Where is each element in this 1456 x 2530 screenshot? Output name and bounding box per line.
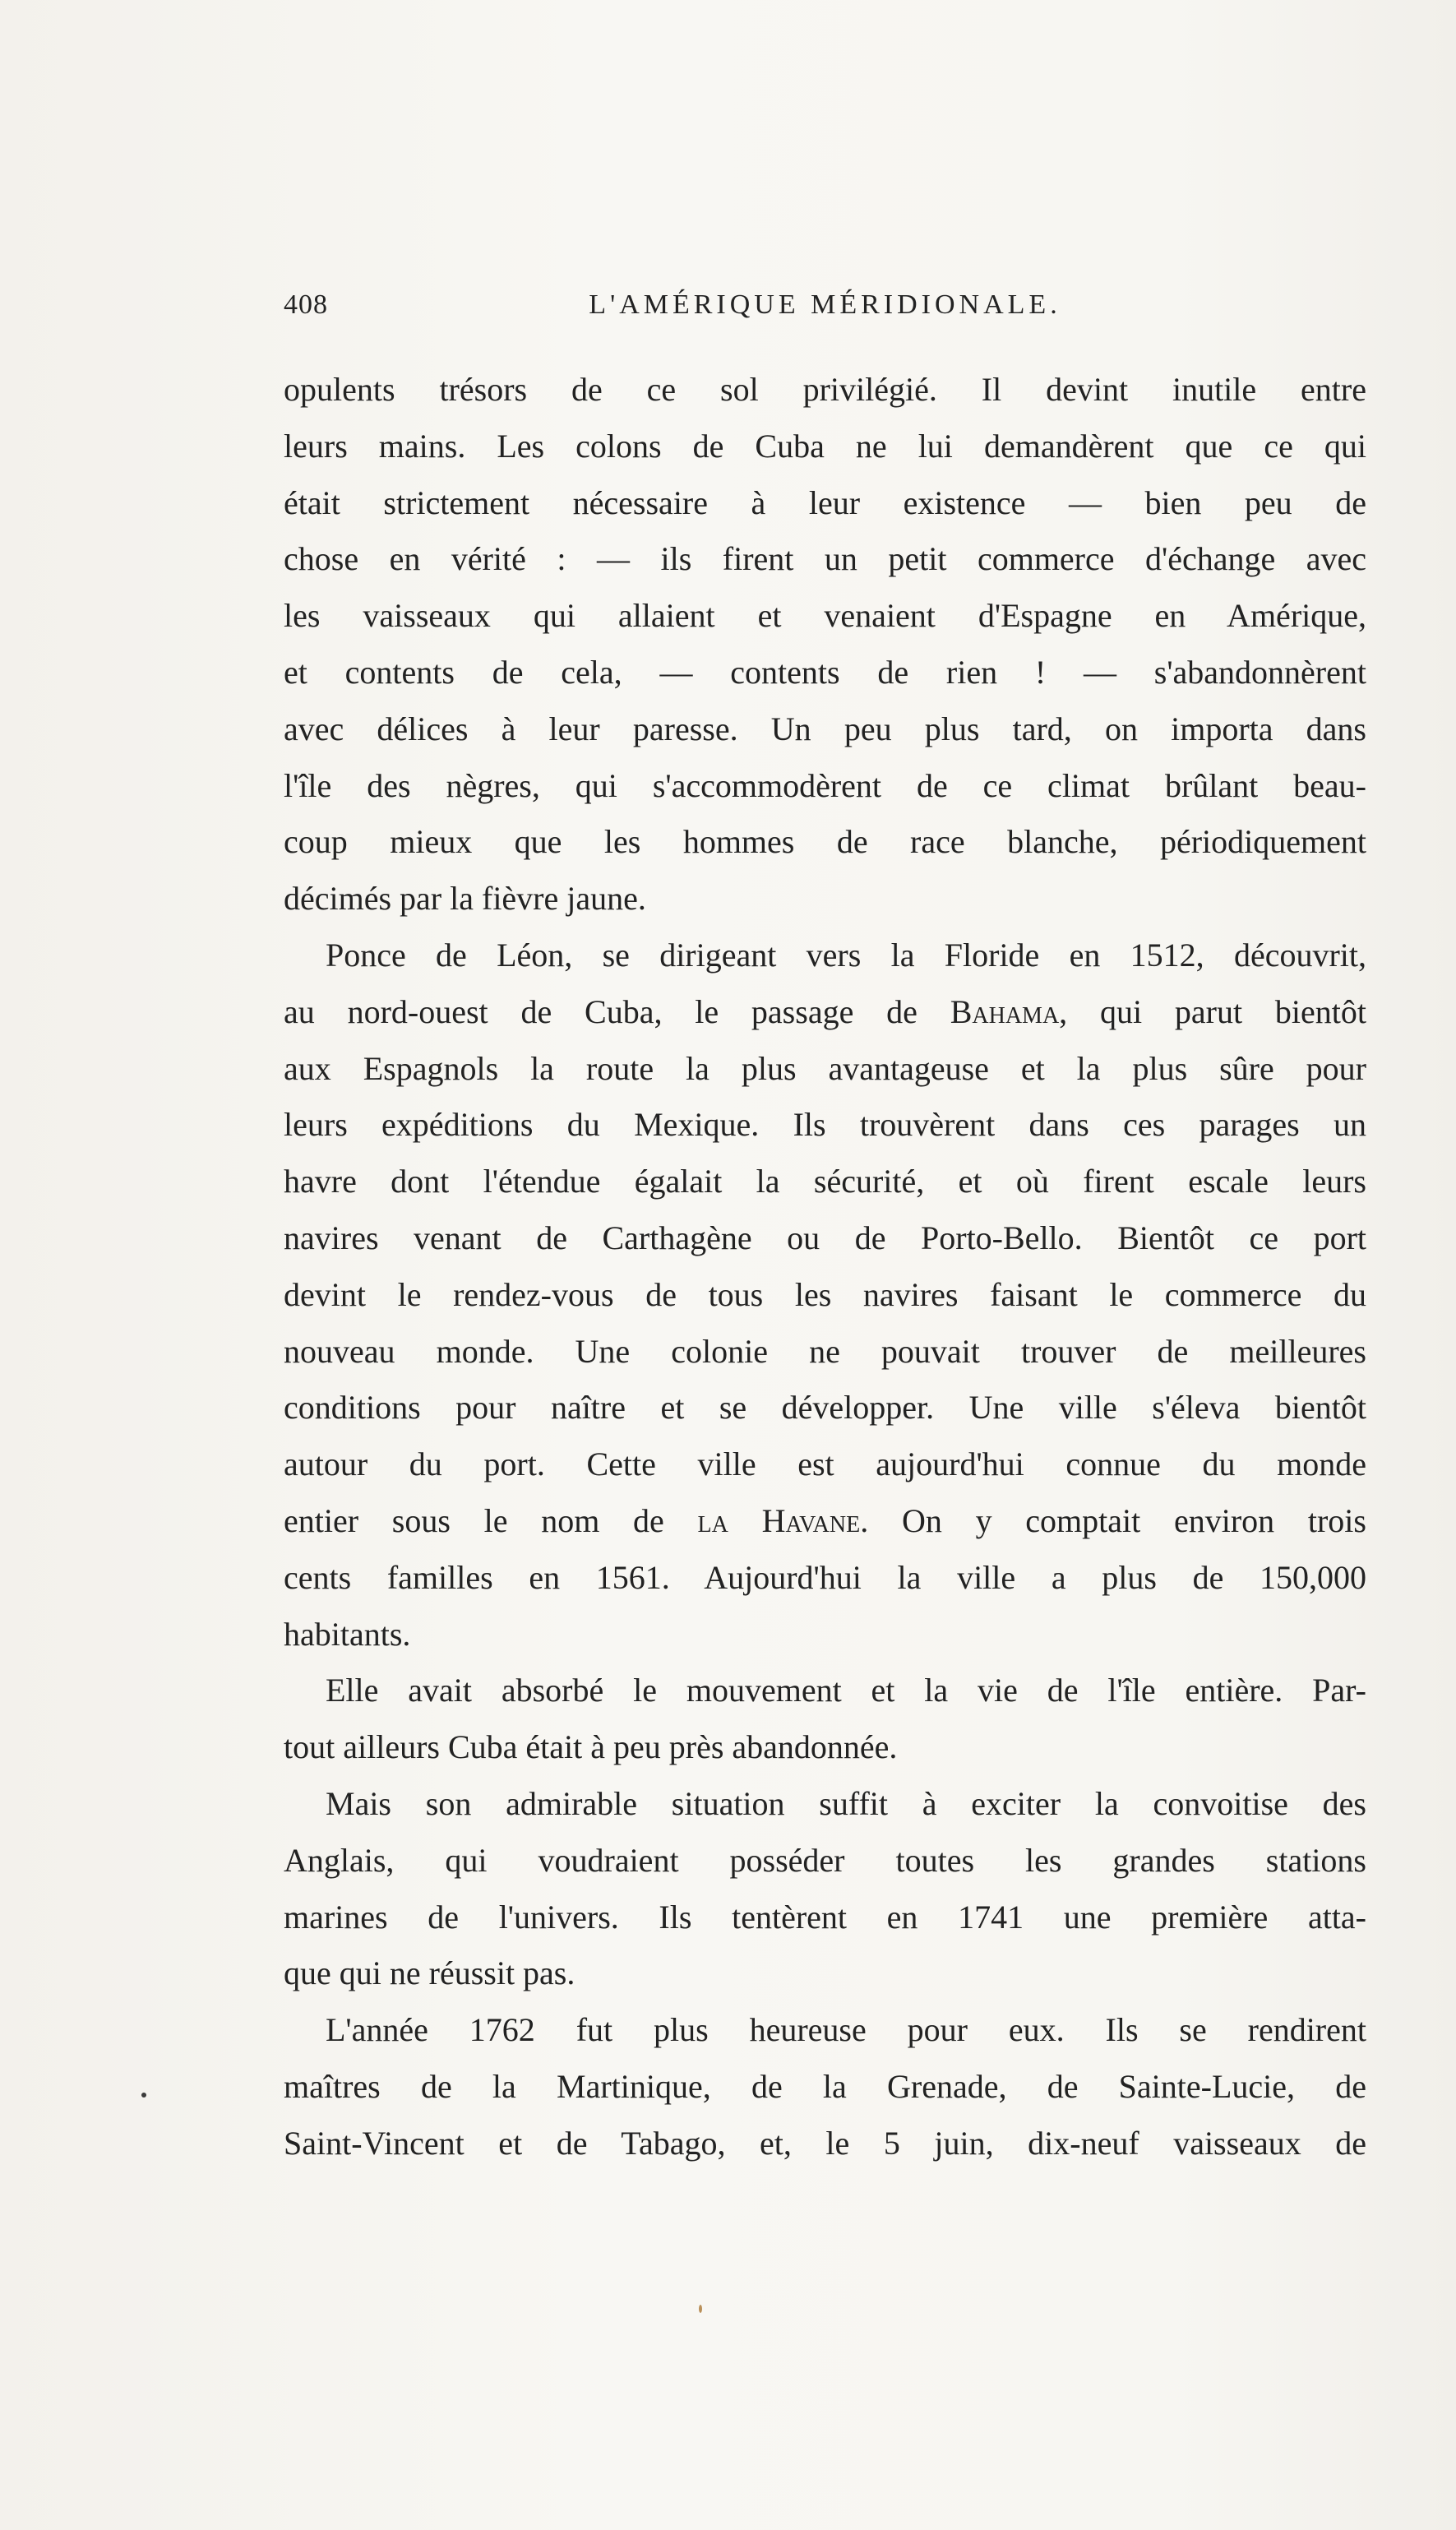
running-title: L'AMÉRIQUE MÉRIDIONALE. [589,289,1061,320]
text-line: conditions pour naître et se développer. Une ville s'éleva bientôt [284,1389,1366,1427]
text-line: avec délices à leur paresse. Un peu plus tard, on importa dans [284,710,1366,747]
page-header [284,289,1366,335]
text-line [284,984,1366,1041]
text-line: opulents trésors de ce sol privilégié. Il devint inutile entre [284,371,1366,408]
text-line: coup mieux que les hommes de race blanche, périodiquement [284,823,1366,861]
paper-blemish [699,2305,702,2313]
text-line [284,1493,1366,1550]
text-line: décimés par la fièvre jaune. [284,880,646,918]
text-line: Anglais, qui voudraient posséder toutes les grandes stations [284,1841,1366,1879]
text-line: cents familles en 1561. Aujourd'hui la ville a plus de 150,000 [284,1558,1366,1596]
text-line: Mais son admirable situation suffit à exciter la convoitise des [326,1784,1366,1822]
text-line: l'île des nègres, qui s'accommodèrent de ce climat brûlant beau- [284,766,1366,804]
text-line: et contents de cela, — contents de rien ! — s'abandonnèrent [284,653,1366,691]
text-line: marines de l'univers. Ils tentèrent en 1741 une première atta- [284,1898,1366,1936]
text-line: chose en vérité : — ils firent un petit commerce d'échange avec [284,540,1366,578]
text-line: Ponce de Léon, se dirigeant vers la Floride en 1512, découvrit, [326,936,1366,974]
text-fragment: entier sous le nom de [284,1501,698,1539]
text-line: leurs expéditions du Mexique. Ils trouvèrent dans ces parages un [284,1106,1366,1144]
text-fragment: . On y comptait environ trois [860,1501,1366,1539]
text-line: était strictement nécessaire à leur existence — bien peu de [284,483,1366,521]
text-fragment: , qui parut bientôt [1059,992,1366,1030]
place-name-bahama: Bahama [950,992,1060,1030]
text-line: maîtres de la Martinique, de la Grenade, de Sainte-Lucie, de [284,2067,1366,2105]
text-line: tout ailleurs Cuba était à peu près abandonnée. [284,1728,898,1766]
ink-spot [141,2093,146,2098]
text-line: autour du port. Cette ville est aujourd'hui connue du monde [284,1445,1366,1483]
text-line: les vaisseaux qui allaient et venaient d'Espagne en Amérique, [284,597,1366,635]
text-line: Saint-Vincent et de Tabago, et, le 5 juin, dix-neuf vaisseaux de [284,2124,1366,2162]
text-line: nouveau monde. Une colonie ne pouvait trouver de meilleures [284,1332,1366,1370]
text-line: havre dont l'étendue égalait la sécurité, et où firent escale leurs [284,1163,1366,1200]
text-line: habitants. [284,1615,411,1653]
text-line: leurs mains. Les colons de Cuba ne lui demandèrent que ce qui [284,427,1366,465]
text-fragment: au nord-ouest de Cuba, le passage de [284,992,950,1030]
body-text [284,362,1366,2172]
text-line: L'année 1762 fut plus heureuse pour eux. Ils se rendirent [326,2011,1366,2049]
page-number: 408 [284,289,328,320]
place-name-la-havane: la Havane [697,1501,861,1539]
text-line: Elle avait absorbé le mouvement et la vie de l'île entière. Par- [326,1672,1366,1709]
text-line: aux Espagnols la route la plus avantageuse et la plus sûre pour [284,1049,1366,1087]
text-line: que qui ne réussit pas. [284,1954,575,1992]
text-line: devint le rendez-vous de tous les navires faisant le commerce du [284,1275,1366,1313]
text-line: navires venant de Carthagène ou de Porto-Bello. Bientôt ce port [284,1219,1366,1256]
